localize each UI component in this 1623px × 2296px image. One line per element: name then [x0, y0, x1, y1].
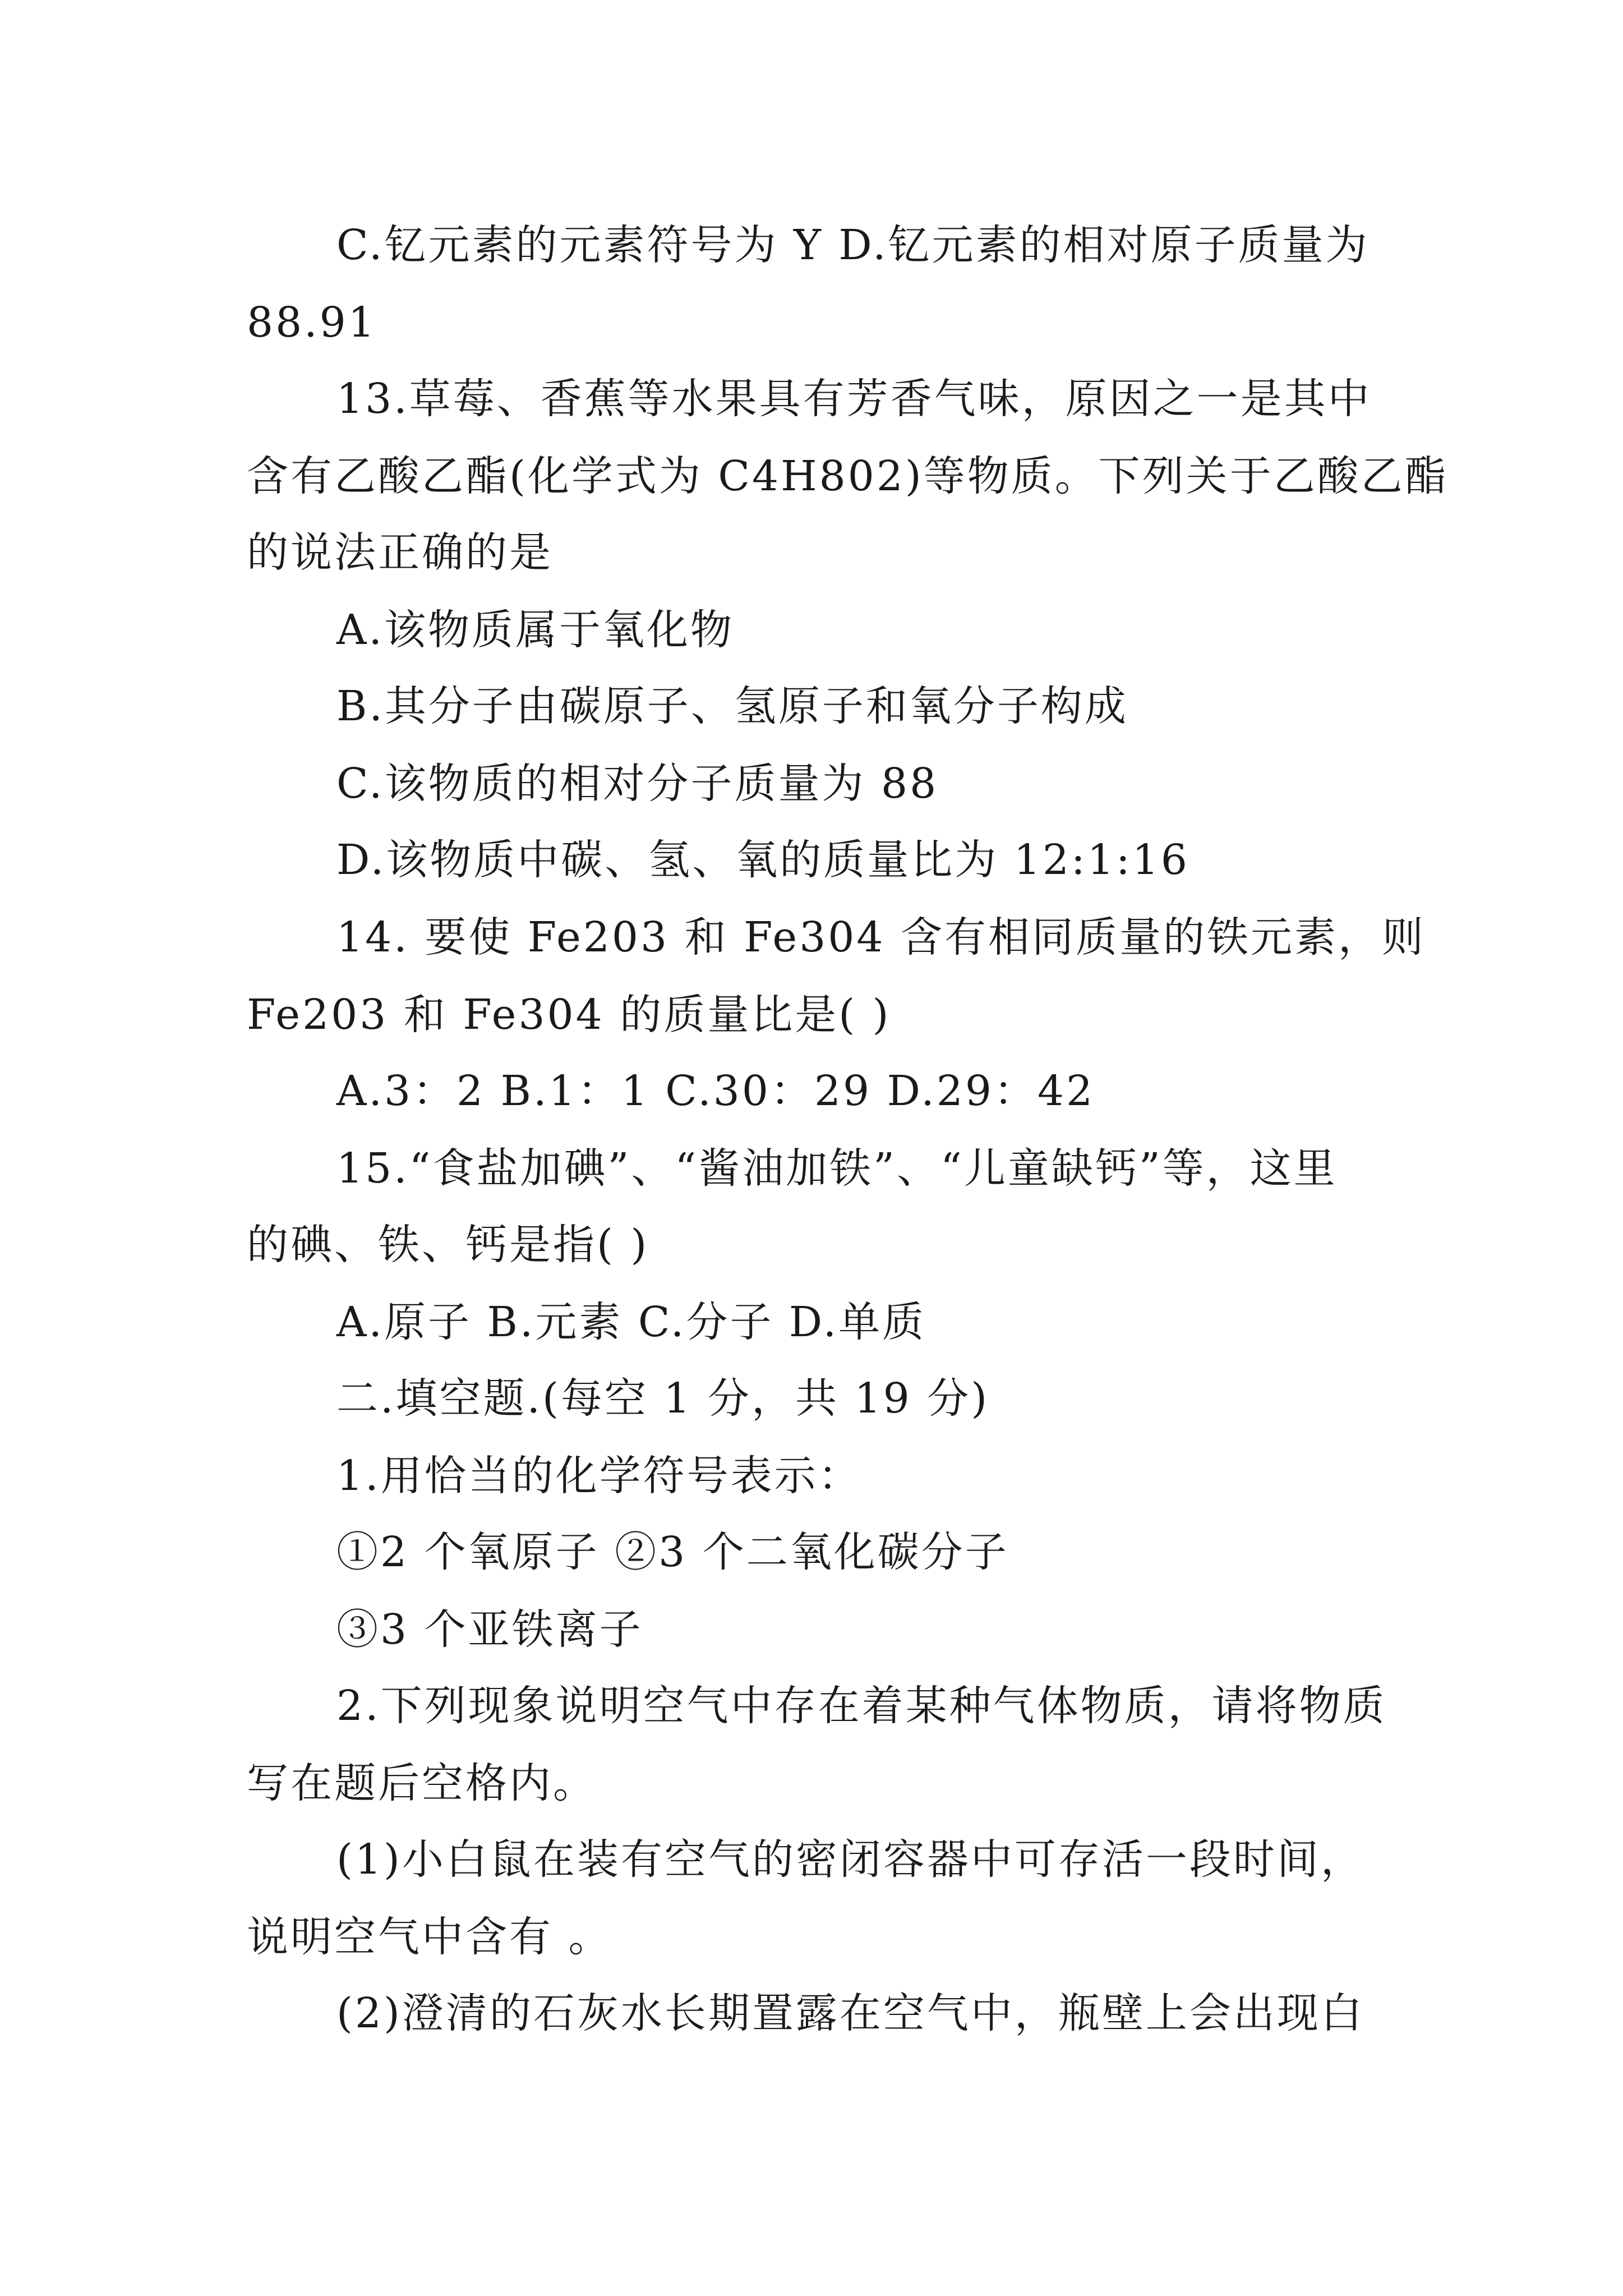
fill-question-2-part-1-line-2: 说明空气中含有 。 [247, 1913, 612, 1961]
question-13-option-b: B.其分子由碳原子、氢原子和氧分子构成 [336, 682, 1128, 730]
fill-question-1-items-b: ③3 个亚铁离子 [336, 1605, 643, 1654]
question-13-line-2: 含有乙酸乙酯(化学式为 C4H802)等物质。下列关于乙酸乙酯 [247, 452, 1449, 500]
question-15-options: A.原子 B.元素 C.分子 D.单质 [336, 1298, 926, 1346]
question-14-line-2: Fe203 和 Fe304 的质量比是( ) [247, 991, 891, 1039]
fill-question-2-line-1: 2.下列现象说明空气中存在着某种气体物质，请将物质 [336, 1682, 1387, 1730]
option-c-d-line: C.钇元素的元素符号为 Y D.钇元素的相对原子质量为 [336, 221, 1370, 269]
fill-question-1: 1.用恰当的化学符号表示： [336, 1452, 862, 1500]
question-14-options: A.3：2 B.1：1 C.30：29 D.29：42 [336, 1067, 1095, 1115]
fill-question-2-part-1-line-1: (1)小白鼠在装有空气的密闭容器中可存活一段时间， [336, 1835, 1364, 1884]
question-13-option-a: A.该物质属于氧化物 [336, 606, 734, 654]
question-13-line-3: 的说法正确的是 [247, 528, 553, 577]
fill-question-2-line-2: 写在题后空格内。 [247, 1759, 597, 1807]
question-14-line-1: 14. 要使 Fe203 和 Fe304 含有相同质量的铁元素，则 [336, 913, 1426, 961]
section-heading: 二.填空题.(每空 1 分，共 19 分) [336, 1374, 990, 1423]
question-15-line-1: 15.“食盐加碘”、“酱油加铁”、“儿童缺钙”等，这里 [336, 1144, 1338, 1193]
question-13-option-c: C.该物质的相对分子质量为 88 [336, 760, 939, 808]
fill-question-2-part-2-line-1: (2)澄清的石灰水长期置露在空气中，瓶壁上会出现白 [336, 1989, 1364, 2037]
continuation-line: 88.91 [247, 298, 377, 347]
fill-question-1-items-a: ①2 个氧原子 ②3 个二氧化碳分子 [336, 1528, 1009, 1576]
question-15-line-2: 的碘、铁、钙是指( ) [247, 1221, 649, 1269]
question-13-option-d: D.该物质中碳、氢、氧的质量比为 12:1:16 [336, 836, 1190, 884]
question-13-line-1: 13.草莓、香蕉等水果具有芳香气味，原因之一是其中 [336, 375, 1372, 423]
